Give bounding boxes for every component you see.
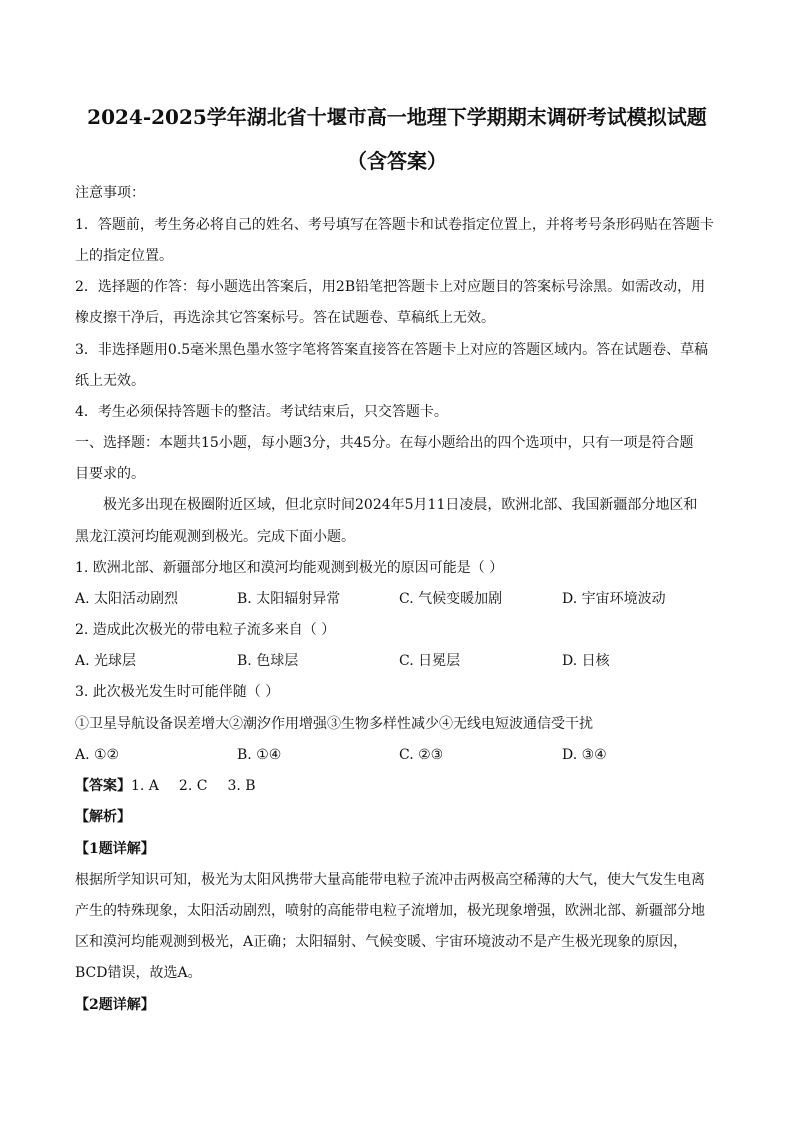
notice-item-2b: 橡皮擦干净后，再选涂其它答案标号。答在试题卷、草稿纸上无效。 xyxy=(75,310,495,326)
question-1-stem: 1. 欧洲北部、新疆部分地区和漠河均能观测到极光的原因可能是（ ） xyxy=(75,560,504,576)
question-2-option-a: A. 光球层 xyxy=(75,653,137,669)
notice-item-4: 4．考生必须保持答题卡的整洁。考试结束后，只交答题卡。 xyxy=(75,404,448,420)
question-1-option-d: D. 宇宙环境波动 xyxy=(562,591,666,607)
question-2-stem: 2. 造成此次极光的带电粒子流多来自（ ） xyxy=(75,622,336,638)
analysis-q1-heading: 【1题详解】 xyxy=(75,841,155,857)
notice-item-2a: 2．选择题的作答：每小题选出答案后，用2B铅笔把答题卡上对应题目的答案标号涂黑。如需改动，用 xyxy=(75,279,706,295)
question-2-option-b: B. 色球层 xyxy=(237,653,299,669)
question-1-option-c: C. 气候变暖加剧 xyxy=(399,591,503,607)
answer-label: 【答案】 xyxy=(75,778,131,794)
question-3-option-c: C. ②③ xyxy=(399,747,444,763)
analysis-q1-line-4: BCD错误，故选A。 xyxy=(75,965,202,981)
answer-line xyxy=(75,776,256,796)
question-1-option-b: B. 太阳辐射异常 xyxy=(237,591,341,607)
notice-item-1b: 上的指定位置。 xyxy=(75,248,173,264)
analysis-q2-heading: 【2题详解】 xyxy=(75,997,155,1013)
analysis-q1-line-2: 产生的特殊现象，太阳活动剧烈，喷射的高能带电粒子流增加，极光现象增强，欧洲北部、新疆部分地 xyxy=(75,903,705,919)
question-3-stem: 3. 此次极光发生时可能伴随（ ） xyxy=(75,684,280,700)
notice-item-1a: 1．答题前，考生务必将自己的姓名、考号填写在答题卡和试卷指定位置上，并将考号条形码贴在答题卡 xyxy=(75,217,714,233)
notice-heading: 注意事项： xyxy=(75,185,145,201)
notice-item-3a: 3．非选择题用0.5毫米黑色墨水签字笔将答案直接答在答题卡上对应的答题区域内。答在试题卷、草稿 xyxy=(75,342,709,358)
passage-line-1: 极光多出现在极圈附近区域，但北京时间2024年5月11日凌晨，欧洲北部、我国新疆部分地区和 xyxy=(103,497,698,513)
page-subtitle: （含答案） xyxy=(347,149,447,173)
notice-item-3b: 纸上无效。 xyxy=(75,373,145,389)
question-2-option-d: D. 日核 xyxy=(562,653,610,669)
answer-1: 1. A xyxy=(131,778,159,794)
question-2-option-c: C. 日冕层 xyxy=(399,653,461,669)
analysis-heading: 【解析】 xyxy=(75,809,131,825)
question-3-option-b: B. ①④ xyxy=(237,747,282,763)
analysis-q1-line-1: 根据所学知识可知，极光为太阳风携带大量高能带电粒子流冲击两极高空稀薄的大气，使大气发生电离 xyxy=(75,872,705,888)
section-heading-cont: 目要求的。 xyxy=(75,466,145,482)
section-heading: 一、选择题：本题共15小题，每小题3分，共45分。在每小题给出的四个选项中，只有一项是符合题 xyxy=(75,435,694,451)
question-1-option-a: A. 太阳活动剧烈 xyxy=(75,591,179,607)
answer-3: 3. B xyxy=(227,778,256,794)
question-3-substem: ①卫星导航设备误差增大②潮汐作用增强③生物多样性减少④无线电短波通信受干扰 xyxy=(75,716,593,732)
analysis-q1-line-3: 区和漠河均能观测到极光，A正确；太阳辐射、气候变暖、宇宙环境波动不是产生极光现象的原因， xyxy=(75,934,688,950)
page-title: 2024-2025学年湖北省十堰市高一地理下学期期末调研考试模拟试题 xyxy=(87,105,707,129)
question-3-option-d: D. ③④ xyxy=(562,747,607,763)
answer-2: 2. C xyxy=(178,778,208,794)
passage-line-2: 黑龙江漠河均能观测到极光。完成下面小题。 xyxy=(75,529,355,545)
question-3-option-a: A. ①② xyxy=(75,747,120,763)
